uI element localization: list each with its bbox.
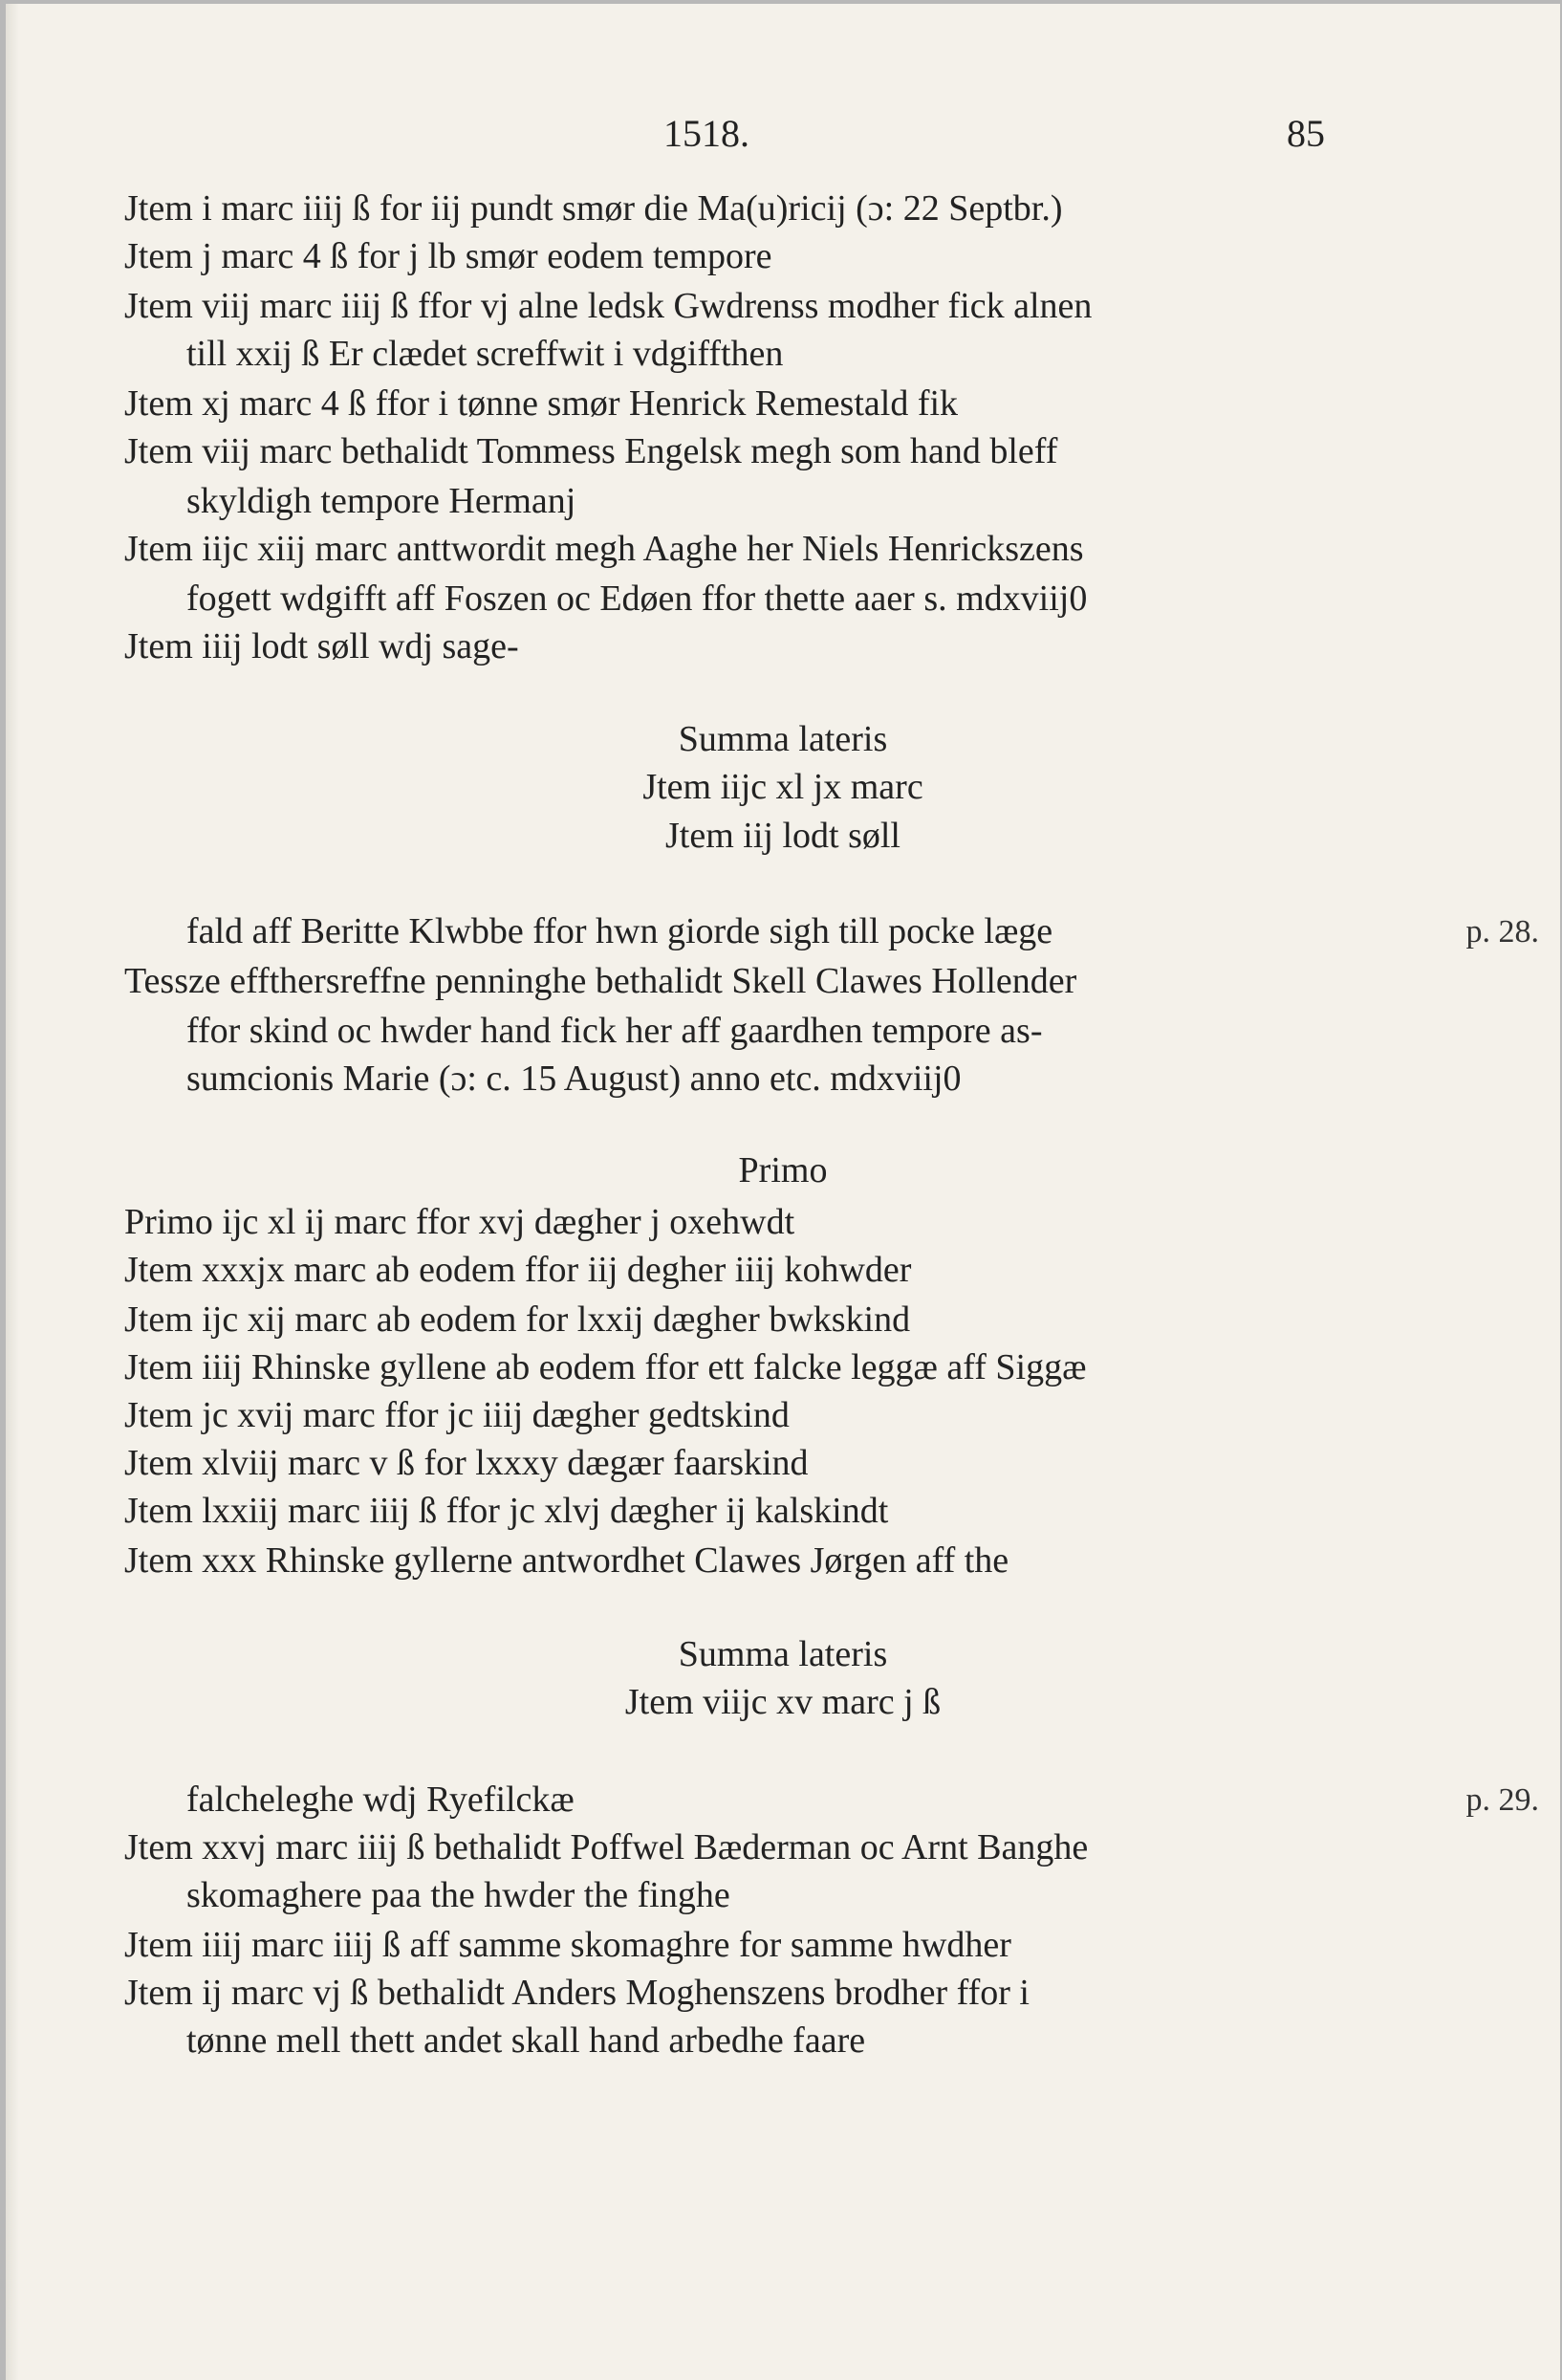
text-line: Jtem viij marc iiij ß ffor vj alne ledsk Gwdrenss modher fick alnen [124,286,1093,326]
text-line: Jtem lxxiij marc iiij ß ffor jc xlvj dægher ij kalskindt [124,1491,889,1531]
text-line: ffor skind oc hwder hand fick her aff gaardhen tempore as- [186,1011,1043,1051]
text-line: skomaghere paa the hwder the finghe [186,1875,730,1915]
text-line: Jtem viij marc bethalidt Tommess Engelsk megh som hand bleff [124,431,1058,471]
text-line: skyldigh tempore Hermanj [186,481,576,521]
text-line: Jtem i marc iiij ß for iij pundt smør die Ma(u)ricij (ɔ: 22 Septbr.) [124,188,1063,229]
text-line: Jtem iiij marc iiij ß aff samme skomaghre for samme hwdher [124,1925,1011,1965]
summa-line: Jtem viijc xv marc j ß [624,1682,942,1722]
text-line: falcheleghe wdj Ryefilckæ [186,1780,575,1820]
margin-page-reference: p. 28. [1465,914,1539,950]
margin-page-reference: p. 29. [1465,1782,1539,1818]
page-header [6,111,1560,159]
text-line: tønne mell thett andet skall hand arbedhe faare [186,2020,866,2061]
text-line: fald aff Beritte Klwbbe ffor hwn giorde sigh till pocke læge [186,911,1053,951]
text-line: fogett wdgifft aff Foszen oc Edøen ffor thette aaer s. mdxviij0 [186,579,1088,619]
text-line: sumcionis Marie (ɔ: c. 15 August) anno etc. mdxviij0 [186,1059,962,1099]
text-line: Jtem iiij Rhinske gyllene ab eodem ffor ett falcke leggæ aff Siggæ [124,1347,1087,1387]
summa-heading: Summa lateris [678,1634,888,1674]
text-line: Jtem xxxjx marc ab eodem ffor iij degher iiij kohwder [124,1250,912,1290]
header-year: 1518. [663,112,749,155]
text-line: Jtem jc xvij marc ffor jc iiij dægher gedtskind [124,1395,790,1435]
section-heading: Primo [738,1150,828,1190]
text-line: Jtem ij marc vj ß bethalidt Anders Moghenszens brodher ffor i [124,1973,1030,2013]
text-line: Jtem iijc xiij marc anttwordit megh Aaghe her Niels Henrickszens [124,529,1084,569]
text-line: Jtem iiij lodt søll wdj sage- [124,626,519,666]
text-line: Primo ijc xl ij marc ffor xvj dægher j oxehwdt [124,1202,795,1242]
summa-line: Jtem iijc xl jx marc [642,767,923,807]
header-page-number: 85 [1287,112,1325,155]
text-line: Jtem xj marc 4 ß ffor i tønne smør Henrick Remestald fik [124,383,959,424]
summa-heading: Summa lateris [678,719,888,759]
summa-line: Jtem iij lodt søll [665,816,900,856]
text-line: Tessze effthersreffne penninghe bethalidt Skell Clawes Hollender [124,961,1077,1001]
text-line: Jtem j marc 4 ß for j lb smør eodem tempore [124,236,772,276]
text-line: Jtem ijc xij marc ab eodem for lxxij dægher bwkskind [124,1299,911,1340]
text-line: Jtem xxx Rhinske gyllerne antwordhet Clawes Jørgen aff the [124,1540,1009,1581]
text-line: till xxij ß Er clædet screffwit i vdgiffthen [186,334,784,374]
text-line: Jtem xxvj marc iiij ß bethalidt Poffwel Bæderman oc Arnt Banghe [124,1827,1089,1867]
text-line: Jtem xlviij marc v ß for lxxxy dægær faarskind [124,1443,809,1483]
document-page [6,4,1560,2380]
